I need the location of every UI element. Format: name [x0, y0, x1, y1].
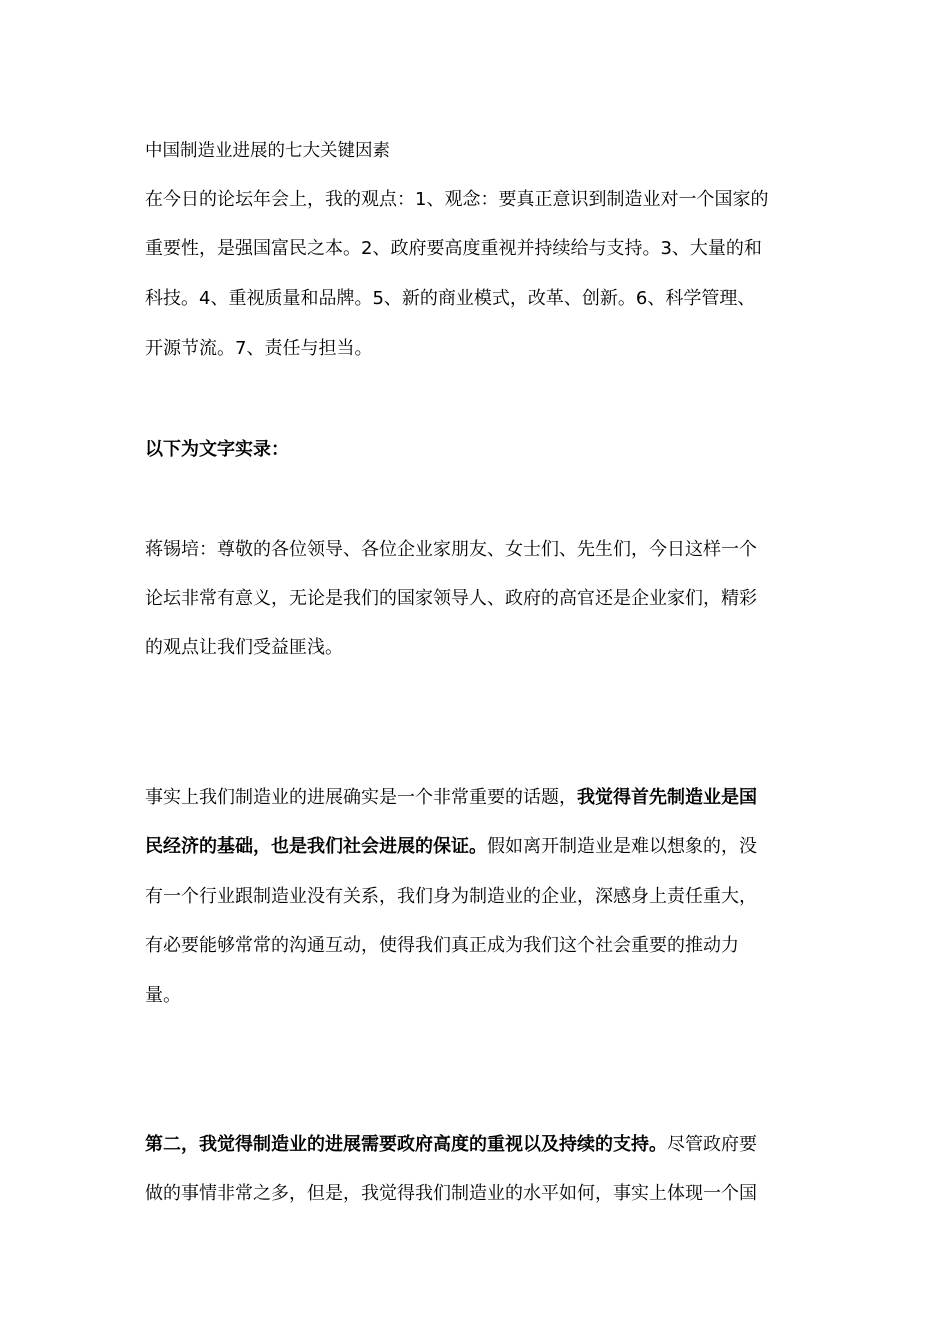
para3-line-1-bold: 第二，我觉得制造业的进展需要政府高度的重视以及持续的支持。: [145, 1134, 667, 1155]
para2-line-5: 量。: [145, 985, 181, 1006]
transcript-heading: 以下为文字实录：: [145, 439, 289, 460]
para2-line-1: [145, 786, 757, 810]
document-title: 中国制造业进展的七大关键因素: [145, 141, 390, 161]
para2-line-3: 有一个行业跟制造业没有关系，我们身为制造业的企业，深感身上责任重大，: [145, 886, 757, 907]
para3-line-1: [145, 1133, 757, 1157]
intro-line-3: 科技。4、重视质量和品牌。5、新的商业模式，改革、创新。6、科学管理、: [145, 288, 756, 309]
para2-line-2: [145, 835, 757, 859]
para2-line-1-bold: 我觉得首先制造业是国: [577, 787, 757, 808]
para1-line-1: 蒋锡培：尊敬的各位领导、各位企业家朋友、女士们、先生们，今日这样一个: [145, 539, 757, 560]
intro-line-1: 在今日的论坛年会上，我的观点：1、观念：要真正意识到制造业对一个国家的: [145, 189, 769, 210]
para2-line-2-bold: 民经济的基础，也是我们社会进展的保证。: [145, 836, 487, 857]
para1-line-2: 论坛非常有意义，无论是我们的国家领导人、政府的高官还是企业家们，精彩: [145, 588, 757, 609]
para2-line-1-normal: 事实上我们制造业的进展确实是一个非常重要的话题，: [145, 787, 577, 808]
para1-line-3: 的观点让我们受益匪浅。: [145, 637, 343, 658]
intro-line-2: 重要性，是强国富民之本。2、政府要高度重视并持续给与支持。3、大量的和: [145, 238, 762, 259]
intro-line-4: 开源节流。7、责任与担当。: [145, 338, 373, 359]
para3-line-1-normal: 尽管政府要: [667, 1134, 757, 1155]
para3-line-2: 做的事情非常之多，但是，我觉得我们制造业的水平如何，事实上体现一个国: [145, 1183, 757, 1204]
para2-line-4: 有必要能够常常的沟通互动，使得我们真正成为我们这个社会重要的推动力: [145, 935, 739, 956]
para2-line-2-normal: 假如离开制造业是难以想象的，没: [487, 836, 757, 857]
